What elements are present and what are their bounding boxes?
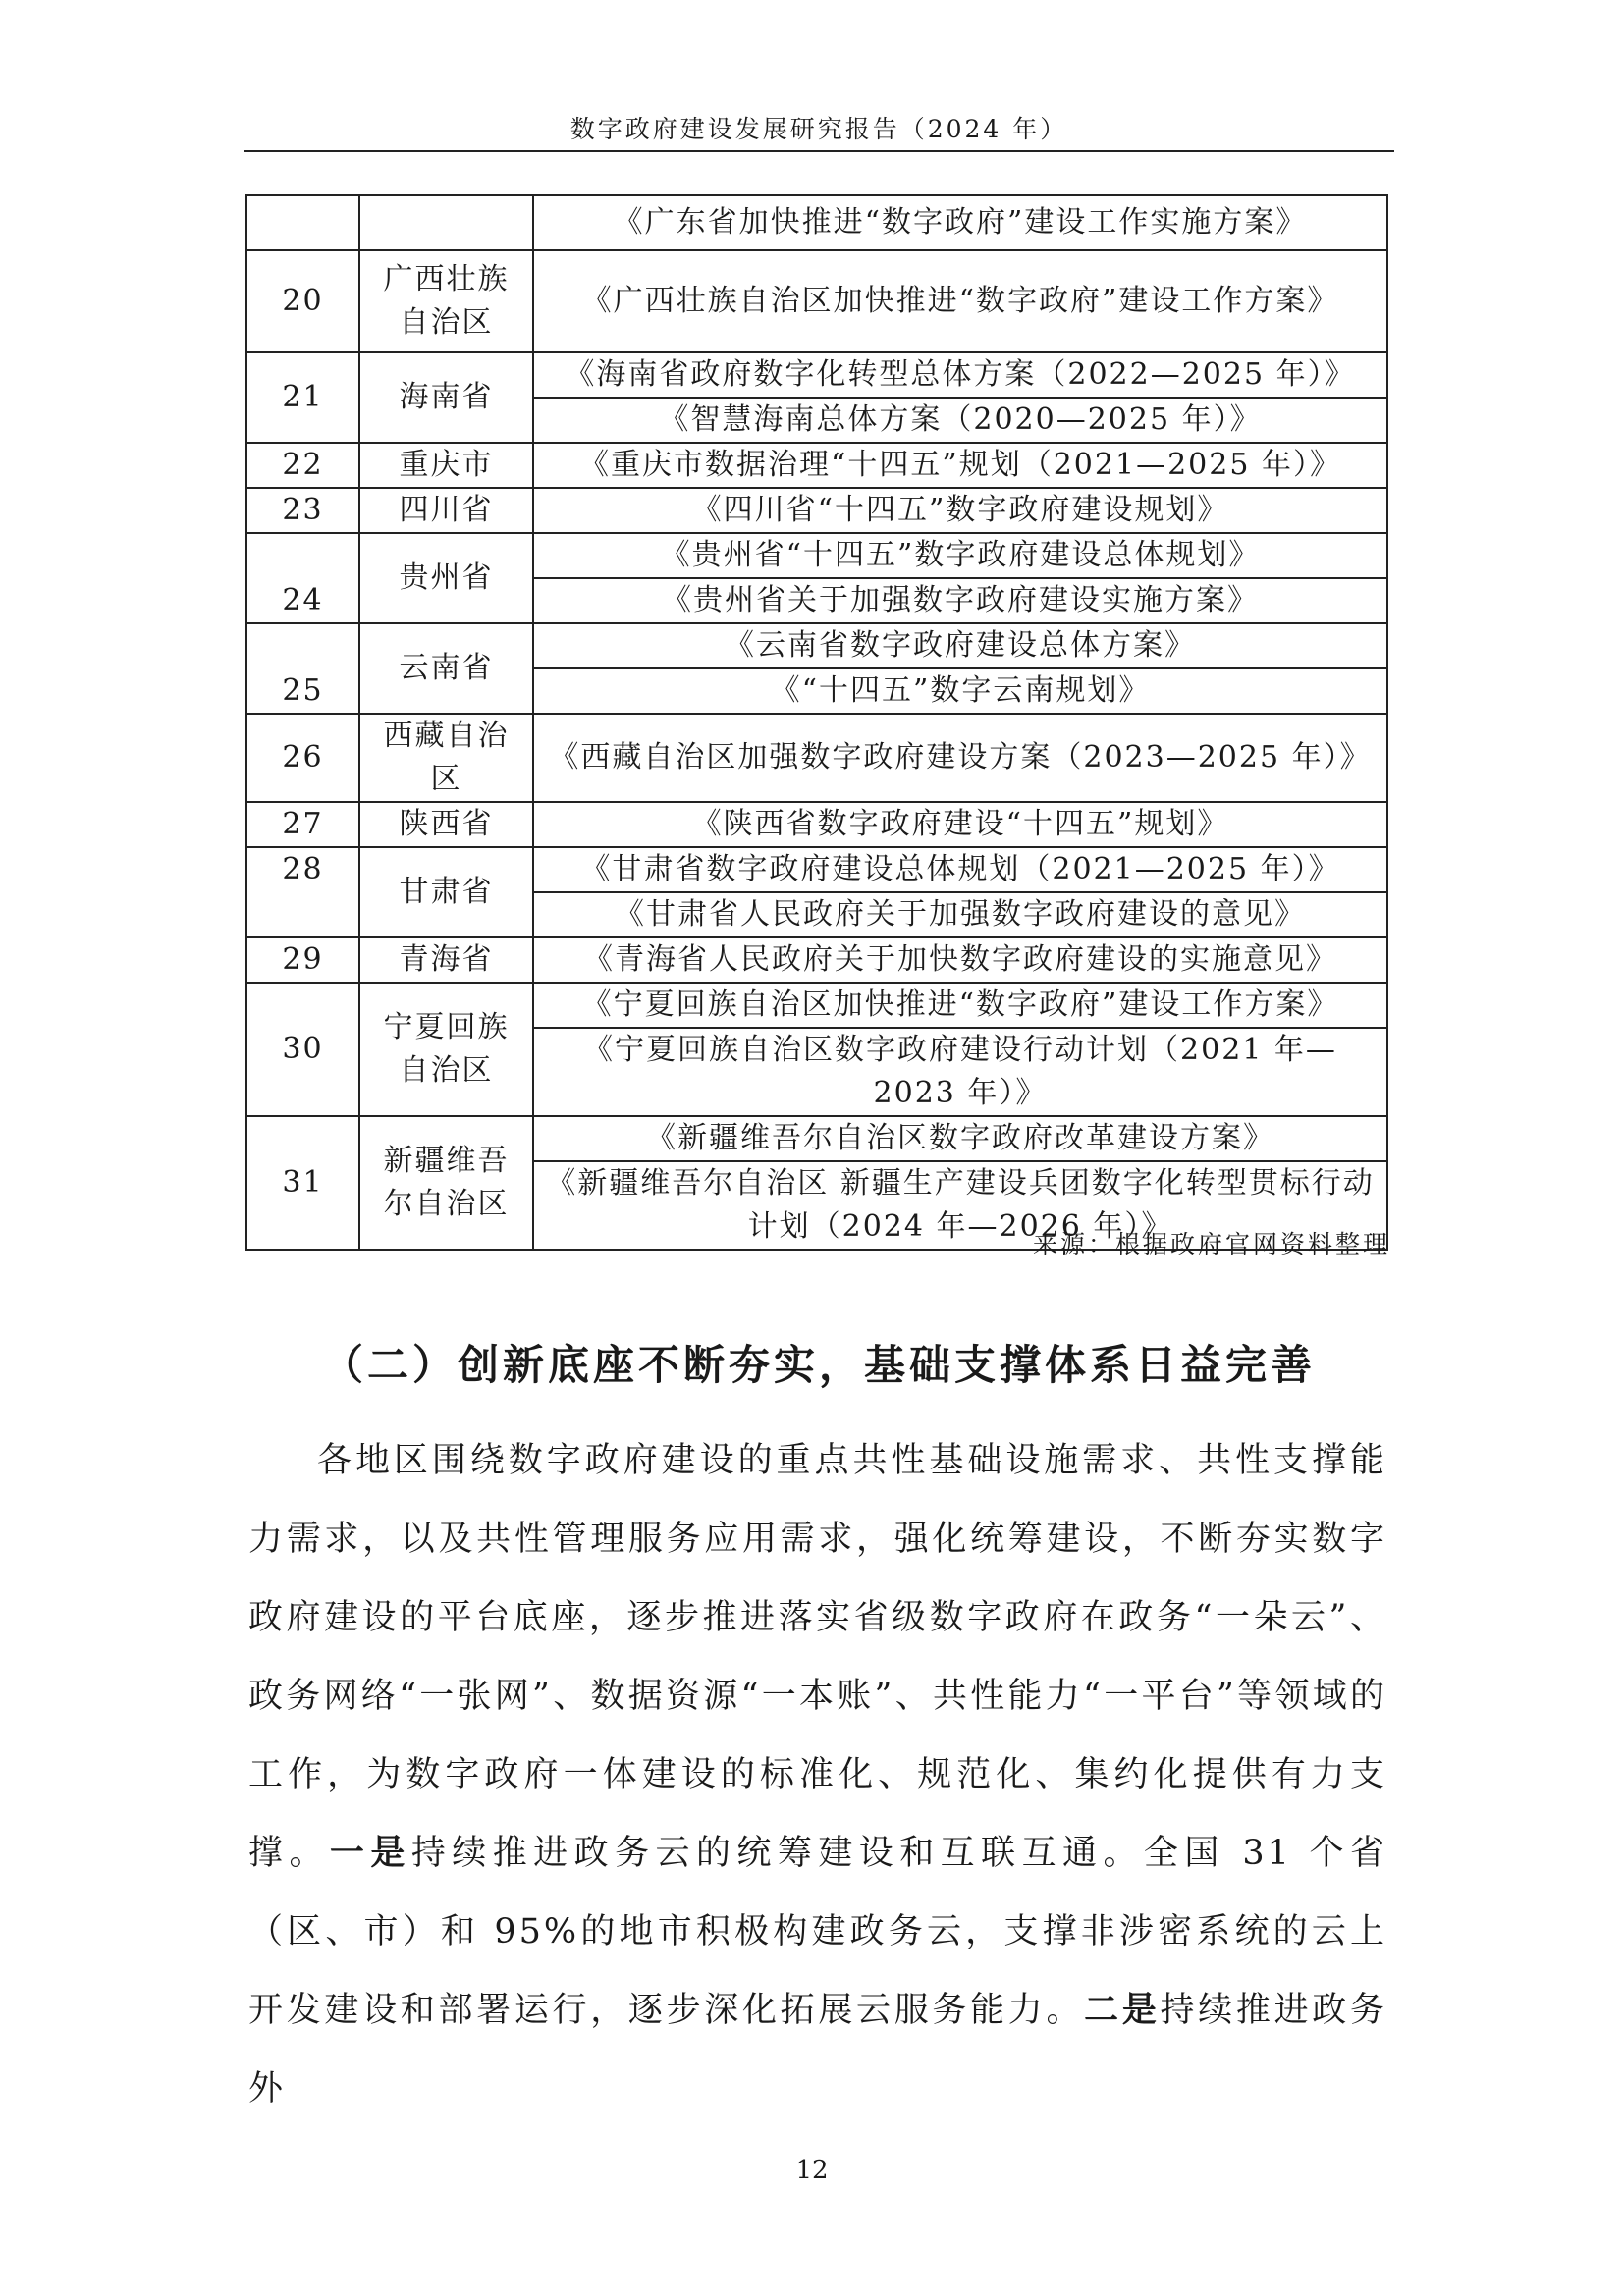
body-paragraph	[248, 1421, 1387, 2128]
row-number-cell: 26	[246, 714, 359, 802]
document-cell: 《宁夏回族自治区加快推进“数字政府”建设工作方案》	[533, 983, 1387, 1028]
region-cell: 云南省	[359, 623, 533, 714]
row-number-cell: 24	[246, 533, 359, 623]
paragraph-text: 持续推进政务外	[248, 1991, 1387, 2109]
region-cell: 西藏自治区	[359, 714, 533, 802]
document-cell: 《智慧海南总体方案（2020—2025 年）》	[533, 398, 1387, 443]
document-cell: 《海南省政府数字化转型总体方案（2022—2025 年）》	[533, 352, 1387, 398]
document-cell: 《陕西省数字政府建设“十四五”规划》	[533, 802, 1387, 847]
document-cell: 《广西壮族自治区加快推进“数字政府”建设工作方案》	[533, 250, 1387, 352]
document-cell: 《新疆维吾尔自治区数字政府改革建设方案》	[533, 1116, 1387, 1161]
table-row	[246, 937, 1387, 983]
region-cell: 广西壮族自治区	[359, 250, 533, 352]
region-cell: 青海省	[359, 937, 533, 983]
document-cell: 《云南省数字政府建设总体方案》	[533, 623, 1387, 668]
region-cell	[359, 195, 533, 250]
emphasis-text: 二是	[1084, 1990, 1161, 2030]
row-number-cell: 25	[246, 623, 359, 714]
document-cell: 《青海省人民政府关于加快数字政府建设的实施意见》	[533, 937, 1387, 983]
document-cell: 《重庆市数据治理“十四五”规划（2021—2025 年）》	[533, 443, 1387, 488]
document-cell: 《西藏自治区加强数字政府建设方案（2023—2025 年）》	[533, 714, 1387, 802]
section-heading: （二）创新底座不断夯实，基础支撑体系日益完善	[321, 1341, 1316, 1389]
region-cell: 海南省	[359, 352, 533, 443]
region-cell: 甘肃省	[359, 847, 533, 937]
document-cell: 《贵州省关于加强数字政府建设实施方案》	[533, 578, 1387, 623]
row-number-cell: 29	[246, 937, 359, 983]
row-number-cell: 22	[246, 443, 359, 488]
table-row	[246, 250, 1387, 352]
region-cell: 四川省	[359, 488, 533, 533]
table-row	[246, 983, 1387, 1028]
emphasis-text: 一是	[329, 1833, 411, 1873]
row-number-cell: 28	[246, 847, 359, 937]
paragraph-text: 持续推进政务云的统筹建设和互联互通。全国 31 个省（区、市）和 95%的地市积极构建政务云，支撑非涉密系统的云上开发建设和部署运行，逐步深化拓展云服务能力。	[248, 1834, 1387, 2030]
table-row	[246, 443, 1387, 488]
document-cell: 《甘肃省人民政府关于加强数字政府建设的意见》	[533, 892, 1387, 937]
row-number-cell: 21	[246, 352, 359, 443]
paragraph-text: 各地区围绕数字政府建设的重点共性基础设施需求、共性支撑能力需求，以及共性管理服务应用需求，强化统筹建设，不断夯实数字政府建设的平台底座，逐步推进落实省级数字政府在政务“一朵云”、政务网络“一张网”、数据资源“一本账”、共性能力“一平台”等领域的工作，为数字政府一体建设的标准化、规范化、集约化提供有力支撑。	[248, 1441, 1387, 1873]
row-number-cell: 30	[246, 983, 359, 1116]
row-number-cell: 23	[246, 488, 359, 533]
document-cell: 《广东省加快推进“数字政府”建设工作实施方案》	[533, 195, 1387, 250]
source-note: 来源：根据政府官网资料整理	[1032, 1230, 1390, 1258]
region-cell: 重庆市	[359, 443, 533, 488]
table-row	[246, 488, 1387, 533]
table-row	[246, 623, 1387, 668]
table-row	[246, 802, 1387, 847]
document-cell: 《宁夏回族自治区数字政府建设行动计划（2021 年—2023 年）》	[533, 1028, 1387, 1116]
row-number-cell: 31	[246, 1116, 359, 1250]
page-number: 12	[795, 2156, 829, 2185]
table-row	[246, 195, 1387, 250]
row-number-cell: 27	[246, 802, 359, 847]
table-row	[246, 1116, 1387, 1161]
region-cell: 贵州省	[359, 533, 533, 623]
header-rule	[244, 150, 1394, 152]
region-cell: 宁夏回族自治区	[359, 983, 533, 1116]
table-row	[246, 533, 1387, 578]
running-header: 数字政府建设发展研究报告（2024 年）	[569, 115, 1068, 143]
region-cell: 陕西省	[359, 802, 533, 847]
table-row	[246, 352, 1387, 398]
row-number-cell: 20	[246, 250, 359, 352]
row-number-cell	[246, 195, 359, 250]
document-cell: 《“十四五”数字云南规划》	[533, 668, 1387, 714]
table-row	[246, 847, 1387, 892]
document-cell: 《四川省“十四五”数字政府建设规划》	[533, 488, 1387, 533]
document-cell: 《甘肃省数字政府建设总体规划（2021—2025 年）》	[533, 847, 1387, 892]
policy-table	[245, 194, 1388, 1251]
document-cell: 《贵州省“十四五”数字政府建设总体规划》	[533, 533, 1387, 578]
table-row	[246, 714, 1387, 802]
document-cell: 《新疆维吾尔自治区 新疆生产建设兵团数字化转型贯标行动计划（2024 年—2026 年）》	[533, 1161, 1387, 1250]
region-cell: 新疆维吾尔自治区	[359, 1116, 533, 1250]
